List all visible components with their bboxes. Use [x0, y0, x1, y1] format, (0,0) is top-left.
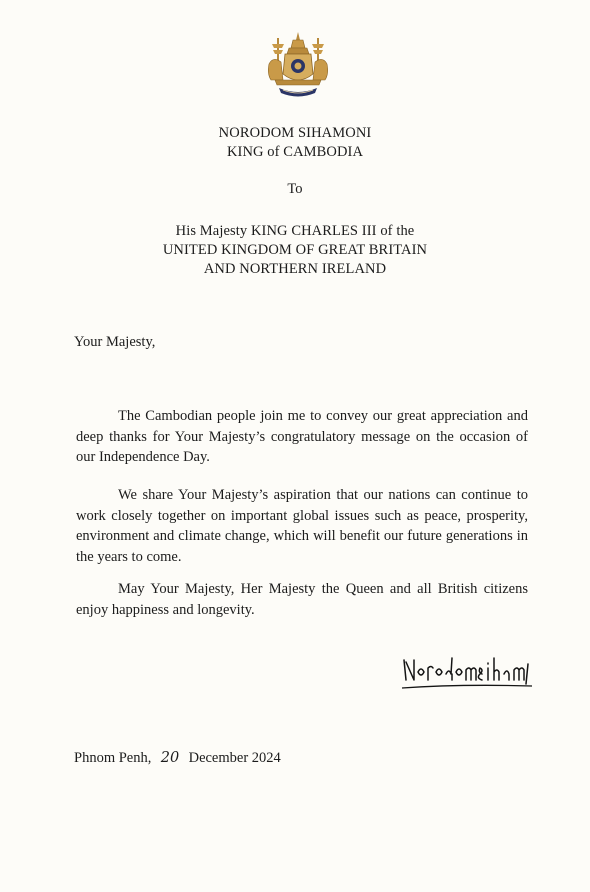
dateline — [74, 750, 281, 767]
date-month-year: December 2024 — [188, 750, 281, 766]
sender-title: KING of CAMBODIA — [226, 144, 364, 160]
paragraph-1: The Cambodian people join me to convey our great appreciation and deep thanks for Your Majesty’s congratulatory message on the occasion of our Independence Day. — [76, 408, 528, 465]
paragraph-3: May Your Majesty, Her Majesty the Queen and all British citizens enjoy happiness and longevity. — [76, 581, 528, 618]
date-day-handwritten: 20 — [160, 750, 180, 766]
sender-name: NORODOM SIHAMONI — [218, 125, 372, 141]
handwritten-signature — [400, 650, 535, 692]
recipient-line-2: UNITED KINGDOM OF GREAT BRITAIN — [162, 242, 428, 258]
recipient-line-1: His Majesty KING CHARLES III of the — [175, 223, 415, 239]
date-place: Phnom Penh, — [74, 750, 152, 766]
royal-coat-of-arms-icon — [263, 30, 333, 102]
salutation: Your Majesty, — [74, 334, 156, 350]
recipient-line-3: AND NORTHERN IRELAND — [203, 261, 387, 277]
sender-block — [0, 124, 590, 162]
paragraph-2: We share Your Majesty’s aspiration that our nations can continue to work closely together on important global issues such as peace, prosperity, environment and climate change, which will benefit our future generations in the years to come. — [76, 487, 528, 565]
recipient-block — [0, 222, 590, 279]
to-label: To — [287, 181, 303, 197]
